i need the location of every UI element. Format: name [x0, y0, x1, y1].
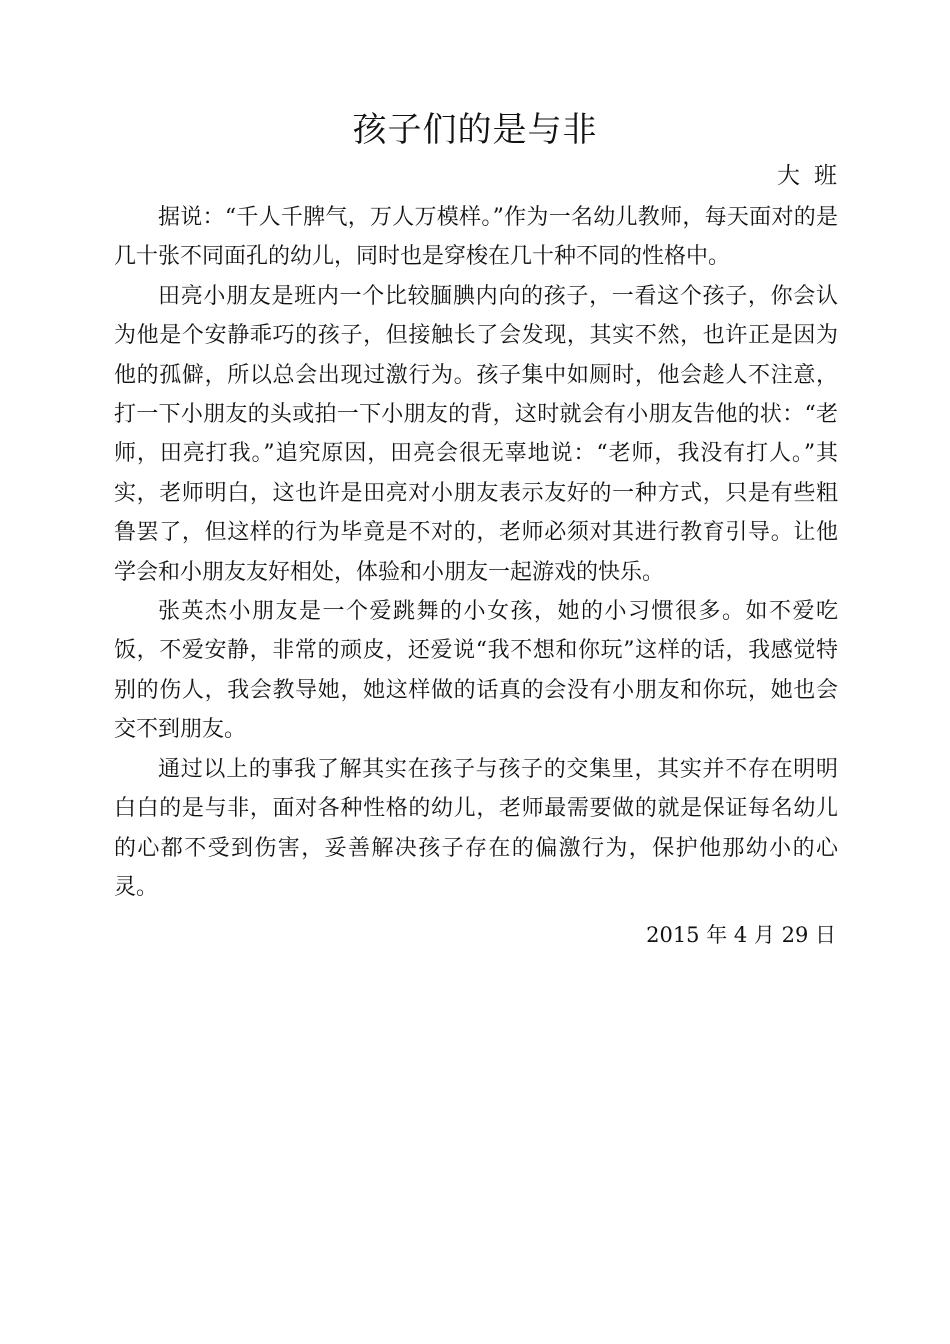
document-date: 2015 年 4 月 29 日 [646, 923, 836, 947]
author-label: 大班 [777, 163, 851, 189]
paragraph-4: 通过以上的事我了解其实在孩子与孩子的交集里，其实并不存在明明白白的是与非，面对各种性格的幼儿，老师最需要做的就是保证每名幼儿的心都不受到伤害，妥善解决孩子存在的偏激行为，保护他那幼小的心灵。 [114, 756, 838, 900]
document-body [114, 198, 838, 907]
paragraph-1: 据说：“千人千脾气，万人万模样。”作为一名幼儿教师，每天面对的是几十张不同面孔的幼儿，同时也是穿梭在几十种不同的性格中。 [114, 205, 838, 270]
paragraph-2: 田亮小朋友是班内一个比较腼腆内向的孩子，一看这个孩子，你会认为他是个安静乖巧的孩子，但接触长了会发现，其实不然，也许正是因为他的孤僻，所以总会出现过激行为。孩子集中如厕时，他会趁人不注意，打一下小朋友的头或拍一下小朋友的背，这时就会有小朋友告他的状：“老师，田亮打我。”追究原因，田亮会很无辜地说：“老师，我没有打人。”其实，老师明白，这也许是田亮对小朋友表示友好的一种方式，只是有些粗鲁罢了，但这样的行为毕竟是不对的，老师必须对其进行教育引导。让他学会和小朋友友好相处，体验和小朋友一起游戏的快乐。 [114, 283, 838, 585]
paragraph-3: 张英杰小朋友是一个爱跳舞的小女孩，她的小习惯很多。如不爱吃饭，不爱安静，非常的顽皮，还爱说“我不想和你玩”这样的话，我感觉特别的伤人，我会教导她，她这样做的话真的会没有小朋友和你玩，她也会交不到朋友。 [114, 599, 838, 743]
document-title: 孩子们的是与非 [352, 110, 598, 150]
